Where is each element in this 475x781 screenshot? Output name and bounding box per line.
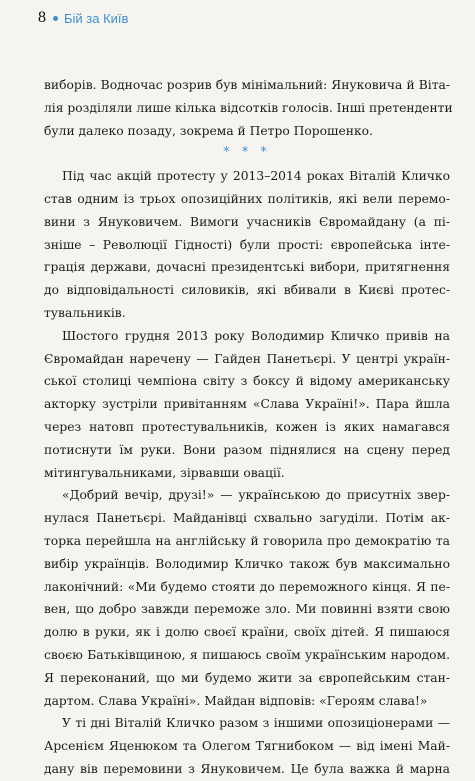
text-line: лія розділяли лише кілька відсотків голосів. Інші претенденти — [44, 100, 453, 115]
text-line: став одним із трьох опозиційних політиків, які вели перемо- — [44, 191, 450, 206]
text-line: Арсенієм Яценюком та Олегом Тягнибоком — від імені Май- — [44, 739, 450, 754]
text-line: вен, що добро завжди переможе зло. Ми повинні взяти свою — [44, 602, 450, 617]
running-header — [38, 9, 128, 27]
text-line: грація держави, дочасні президентські вибори, притягнення — [44, 260, 450, 275]
text-line: Під час акцій протесту у 2013–2014 роках Віталій Кличко — [62, 169, 450, 184]
page-number: 8 — [38, 9, 46, 26]
text-line: «Добрий вечір, друзі!» — українською до присутніх звер- — [62, 488, 450, 503]
text-line: торка перейшла на англійську й говорила про демократію та — [44, 533, 450, 548]
text-line: долю в руки, як і долю своєї країни, своїх дітей. Я пишаюся — [44, 625, 450, 640]
text-line: до відповідальності силовиків, які вбивали в Києві протес- — [44, 283, 450, 298]
section-separator: * * * — [223, 145, 271, 161]
text-line: лаконічний: «Ми будемо стояти до переможного кінця. Я пе- — [44, 579, 450, 594]
text-line: акторку зустріли привітанням «Слава Україні!». Пара йшла — [44, 397, 450, 412]
text-line: ської столиці чемпіона світу з боксу й відому американську — [44, 374, 450, 389]
text-line: через натовп протестувальників, кожен із яких намагався — [44, 419, 450, 434]
text-line: Євромайдан наречену — Гайден Панетьєрі. У центрі україн- — [44, 351, 450, 366]
header-bullet-icon — [53, 16, 58, 21]
text-line: дартом. Слава Україні». Майдан відповів: «Героям слава!» — [44, 693, 428, 708]
text-line: Шостого грудня 2013 року Володимир Кличко привів на — [62, 328, 450, 343]
text-line: Я переконаний, що ми будемо жити за європейським стан- — [44, 670, 450, 685]
text-line: зніше – Революції Гідності) були прості: європейська інте- — [44, 237, 450, 252]
text-line: потиснути їм руки. Вони разом піднялися на сцену перед — [44, 442, 450, 457]
text-line: мітингувальниками, зірвавши овації. — [44, 465, 285, 480]
text-line: виборів. Водночас розрив був мінімальний: Януковича й Віта- — [44, 78, 450, 92]
text-line: були далеко позаду, зокрема й Петро Порошенко. — [44, 123, 373, 138]
text-line: вини з Януковичем. Вимоги учасників Євромайдану (а пі- — [44, 214, 450, 229]
text-line: вибір українців. Володимир Кличко також був максимально — [44, 556, 450, 571]
text-line: дану вів перемовини з Януковичем. Це була важка й марна — [44, 761, 450, 776]
text-line: У ті дні Віталій Кличко разом з іншими опозиціонерами — — [62, 716, 450, 731]
book-title: Бій за Київ — [64, 10, 129, 26]
text-line: тувальників. — [44, 305, 126, 320]
body-text — [44, 74, 453, 781]
text-line: нулася Панетьєрі. Майданівці схвально загуділи. Потім ак- — [44, 511, 450, 526]
text-line: своєю Батьківщиною, я пишаюсь своїм українським народом. — [44, 647, 450, 662]
